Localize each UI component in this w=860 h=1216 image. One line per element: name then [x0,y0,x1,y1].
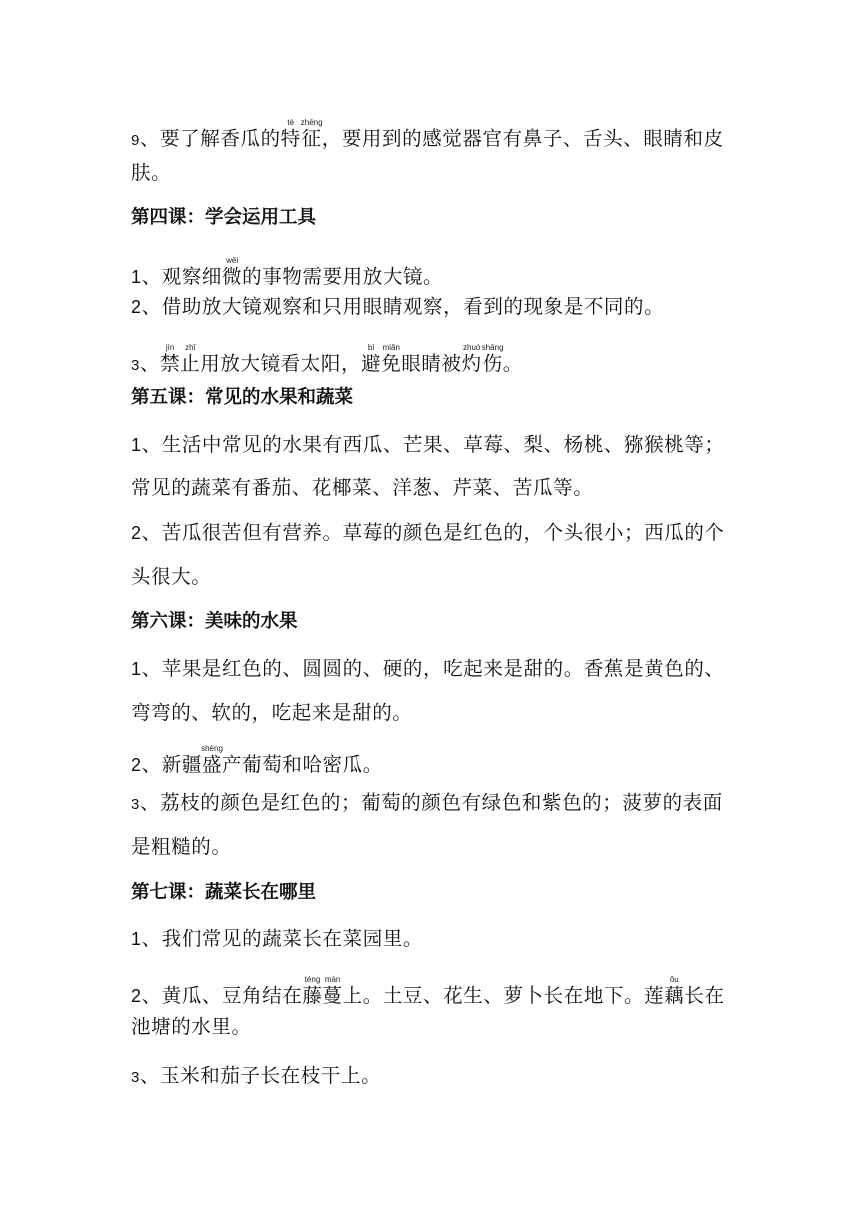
lesson-6-item-3-cont [131,834,232,860]
ruby-word: 藕ǒu [664,975,685,1007]
item-separator: 、 [141,984,162,1007]
lesson-6-item-2 [131,744,383,778]
item-separator: 、 [139,127,161,150]
item-text: 我们常见的蔬菜长在菜园里。 [161,927,424,950]
ruby-word: 灼zhuó [461,343,482,375]
item-number: 2 [131,297,142,317]
list-item-9 [131,118,724,154]
lesson-5-item-2 [131,520,725,546]
item-number: 1 [131,929,142,949]
item-text: 上。土豆、花生、萝卜长在地下。莲 [342,984,665,1007]
item-number: 2 [131,523,142,543]
lesson-5-item-2-cont [131,564,211,590]
item-text: 。 [502,352,523,375]
lesson-7-item-2 [131,975,725,1009]
item-text: 生活中常见的水果有西瓜、芒果、草莓、梨、杨桃、猕猴桃等； [161,433,725,456]
item-text: 借助放大镜观察和只用眼睛观察，看到的现象是不同的。 [161,295,665,318]
item-text: 的事物需要用放大镜。 [242,265,444,288]
item-text: 眼睛被 [401,352,462,375]
item-text: 是粗糙的。 [131,835,232,858]
lesson-5-item-1 [131,432,725,458]
lesson-6-item-1-cont [131,700,412,726]
item-text: 池塘的水里。 [131,1015,252,1038]
lesson-4-item-3 [131,343,523,379]
item-number: 1 [131,659,142,679]
item-text: 长在 [684,984,725,1007]
item-number: 9 [131,132,140,149]
item-number: 3 [131,796,140,813]
ruby-word: 避bì [361,343,382,375]
item-text: 荔枝的颜色是红色的；葡萄的颜色有绿色和紫色的；菠萝的表面 [160,791,723,814]
item-separator: 、 [139,352,161,375]
item-separator: 、 [141,927,162,950]
item-text: ，要用到的感觉器官有鼻子、舌头、眼睛和皮 [321,127,724,150]
ruby-word: 蔓màn [322,975,343,1007]
item-separator: 、 [139,791,161,814]
ruby-word: 免miǎn [381,343,402,375]
item-text: 苦瓜很苦但有营养。草莓的颜色是红色的，个头很小；西瓜的个 [161,521,725,544]
item-text: 用放大镜看太阳， [200,352,362,375]
lesson-5-heading: 第五课：常见的水果和蔬菜 [131,387,354,408]
item-text: 黄瓜、豆角结在 [161,984,303,1007]
item-number: 2 [131,986,142,1006]
item-number: 1 [131,267,142,287]
ruby-word: 止zhǐ [180,343,201,375]
item-text: 肤。 [131,161,172,184]
item-text: 产葡萄和哈密瓜。 [222,753,383,776]
lesson-6-item-1 [131,656,725,682]
item-text: 头很大。 [131,565,212,588]
item-text: 玉米和茄子长在枝干上。 [160,1064,382,1087]
lesson-6-item-3 [131,790,723,818]
item-separator: 、 [141,657,162,680]
item-separator: 、 [139,1064,161,1087]
lesson-4-item-2 [131,294,664,320]
item-separator: 、 [141,521,162,544]
ruby-word: 盛shèng [201,744,223,776]
item-number: 3 [131,357,140,374]
ruby-word: 藤téng [302,975,323,1007]
item-separator: 、 [141,295,162,318]
lesson-5-item-1-cont [131,475,593,501]
item-text: 弯弯的、软的，吃起来是甜的。 [131,701,413,724]
ruby-word: 特tè [280,118,301,150]
item-text: 观察细 [161,265,223,288]
ruby-word: 征zhēng [300,118,323,150]
lesson-7-heading: 第七课：蔬菜长在哪里 [131,882,317,903]
lesson-6-heading: 第六课：美味的水果 [131,611,298,632]
lesson-7-item-2-cont [131,1014,252,1040]
item-text: 苹果是红色的、圆圆的、硬的，吃起来是甜的。香蕉是黄色的、 [161,657,725,680]
lesson-4-item-1 [131,256,443,290]
item-separator: 、 [141,265,162,288]
item-number: 3 [131,1069,140,1086]
lesson-4-heading: 第四课：学会运用工具 [131,207,317,228]
ruby-word: 微wēi [222,256,243,288]
item-number: 2 [131,755,142,775]
item-separator: 、 [141,433,162,456]
item-number: 1 [131,435,142,455]
item-text: 新疆 [161,753,202,776]
ruby-word: 禁jìn [160,343,181,375]
lesson-7-item-3 [131,1063,381,1091]
ruby-word: 伤shāng [481,343,504,375]
item-text: 要了解香瓜的 [160,127,281,150]
lesson-7-item-1 [131,926,423,952]
item-text: 常见的蔬菜有番茄、花椰菜、洋葱、芹菜、苦瓜等。 [131,476,594,499]
item-separator: 、 [141,753,162,776]
list-item-9-cont [131,160,171,186]
